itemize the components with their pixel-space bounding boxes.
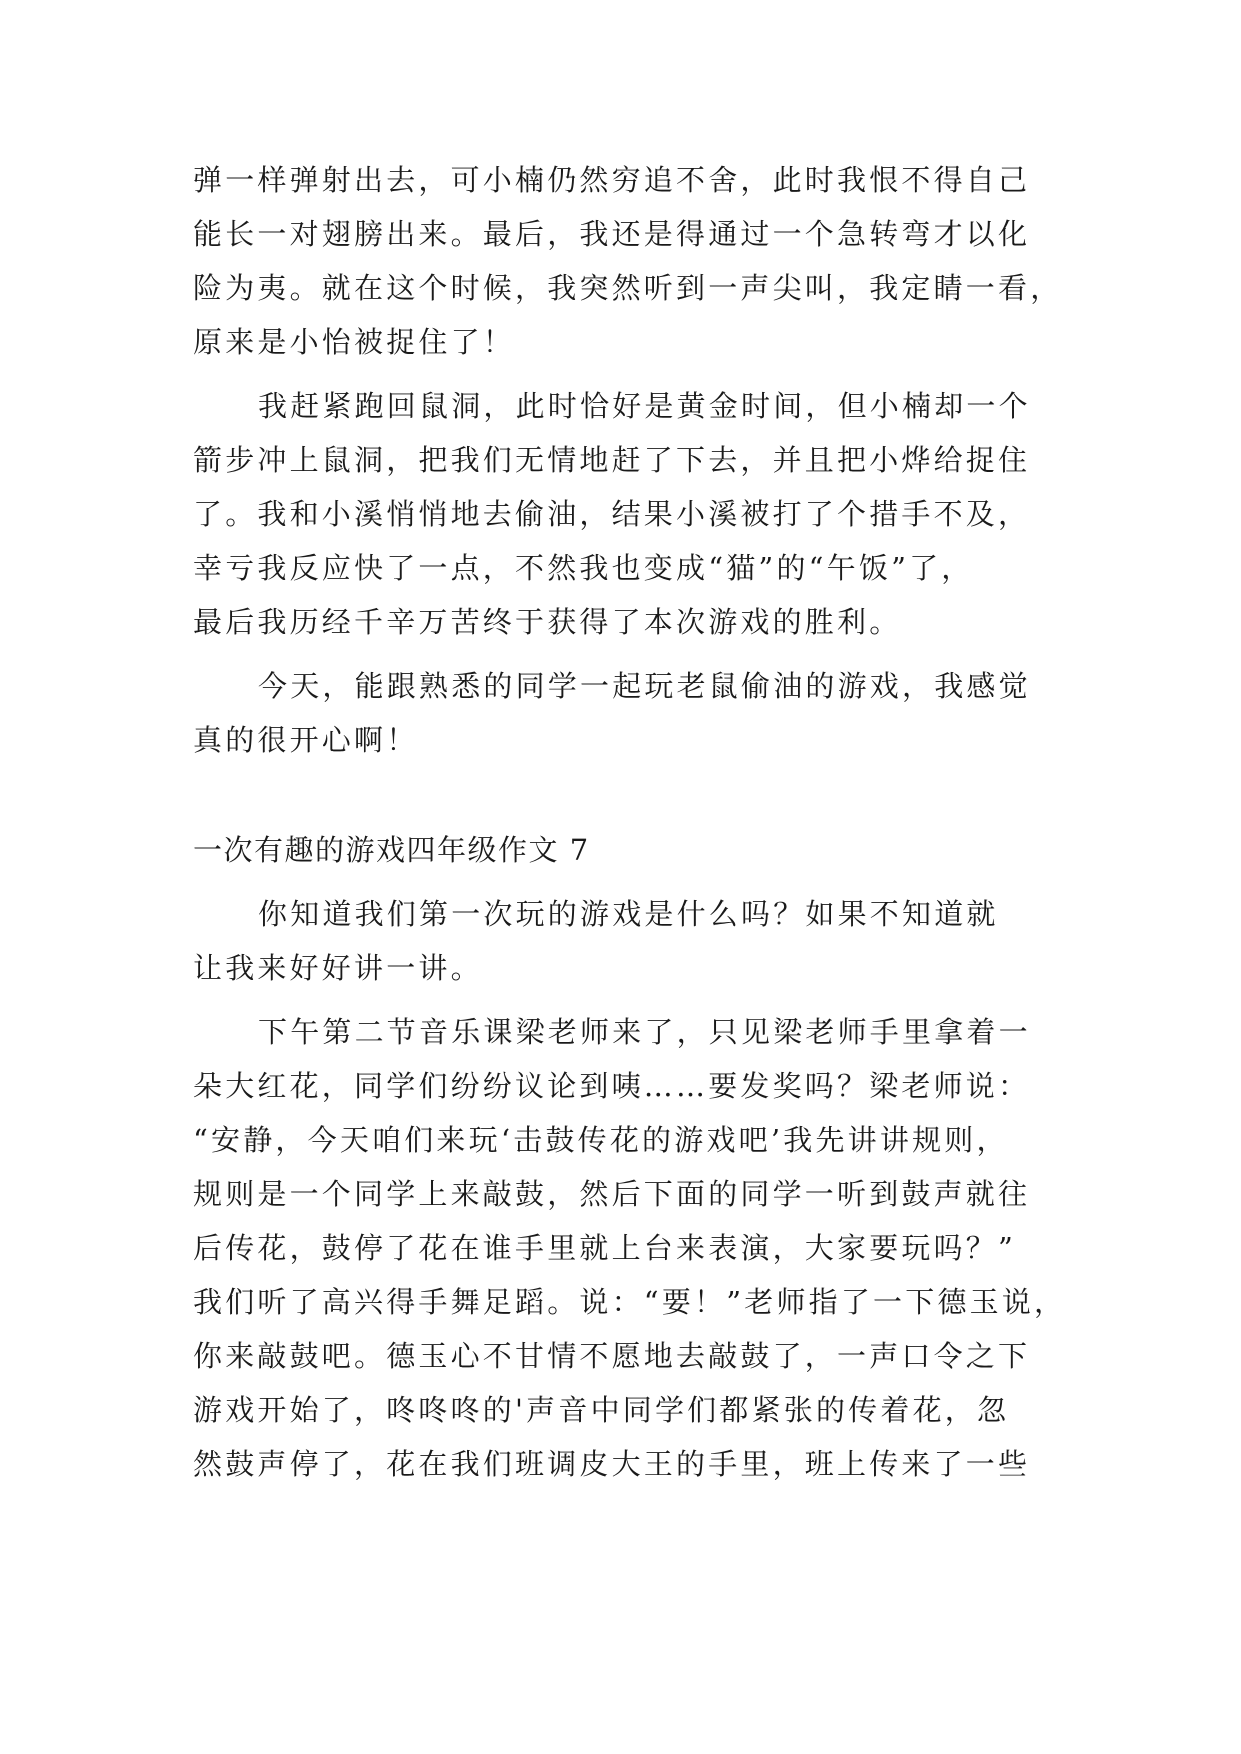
section-heading: 一次有趣的游戏四年级作文 7 (193, 833, 590, 867)
text-line: 弹一样弹射出去，可小楠仍然穷追不舍，此时我恨不得自己 (193, 163, 1031, 197)
paragraph-first-line: 下午第二节音乐课梁老师来了，只见梁老师手里拿着一 (258, 1015, 1031, 1049)
text-line: 能长一对翅膀出来。最后，我还是得通过一个急转弯才以化 (193, 217, 1031, 251)
text-line: 我们听了高兴得手舞足蹈。说：“要！”老师指了一下德玉说， (193, 1285, 1067, 1319)
text-line: 你来敲鼓吧。德玉心不甘情不愿地去敲鼓了，一声口令之下 (193, 1339, 1031, 1373)
paragraph-first-line: 你知道我们第一次玩的游戏是什么吗？如果不知道就 (258, 897, 999, 931)
text-line: 然鼓声停了，花在我们班调皮大王的手里，班上传来了一些 (193, 1447, 1031, 1481)
text-line: “安静，今天咱们来玩‘击鼓传花的游戏吧’我先讲讲规则， (193, 1123, 1009, 1157)
text-line: 险为夷。就在这个时候，我突然听到一声尖叫，我定睛一看， (193, 271, 1063, 305)
text-line: 了。我和小溪悄悄地去偷油，结果小溪被打了个措手不及， (193, 497, 1031, 531)
paragraph-first-line: 我赶紧跑回鼠洞，此时恰好是黄金时间，但小楠却一个 (258, 389, 1031, 423)
text-line: 让我来好好讲一讲。 (193, 951, 483, 985)
text-line: 朵大红花，同学们纷纷议论到咦……要发奖吗？梁老师说： (193, 1069, 1031, 1103)
text-line: 最后我历经千辛万苦终于获得了本次游戏的胜利。 (193, 605, 902, 639)
paragraph-first-line: 今天，能跟熟悉的同学一起玩老鼠偷油的游戏，我感觉 (258, 669, 1031, 703)
text-line: 原来是小怡被捉住了！ (193, 325, 516, 359)
text-line: 箭步冲上鼠洞，把我们无情地赶了下去，并且把小烨给捉住 (193, 443, 1031, 477)
text-line: 规则是一个同学上来敲鼓，然后下面的同学一听到鼓声就往 (193, 1177, 1031, 1211)
text-line: 游戏开始了，咚咚咚的'声音中同学们都紧张的传着花，忽 (193, 1393, 1010, 1427)
text-line: 幸亏我反应快了一点，不然我也变成“猫”的“午饭”了， (193, 551, 974, 585)
text-line: 真的很开心啊！ (193, 723, 419, 757)
text-line: 后传花，鼓停了花在谁手里就上台来表演，大家要玩吗？” (193, 1231, 1017, 1265)
